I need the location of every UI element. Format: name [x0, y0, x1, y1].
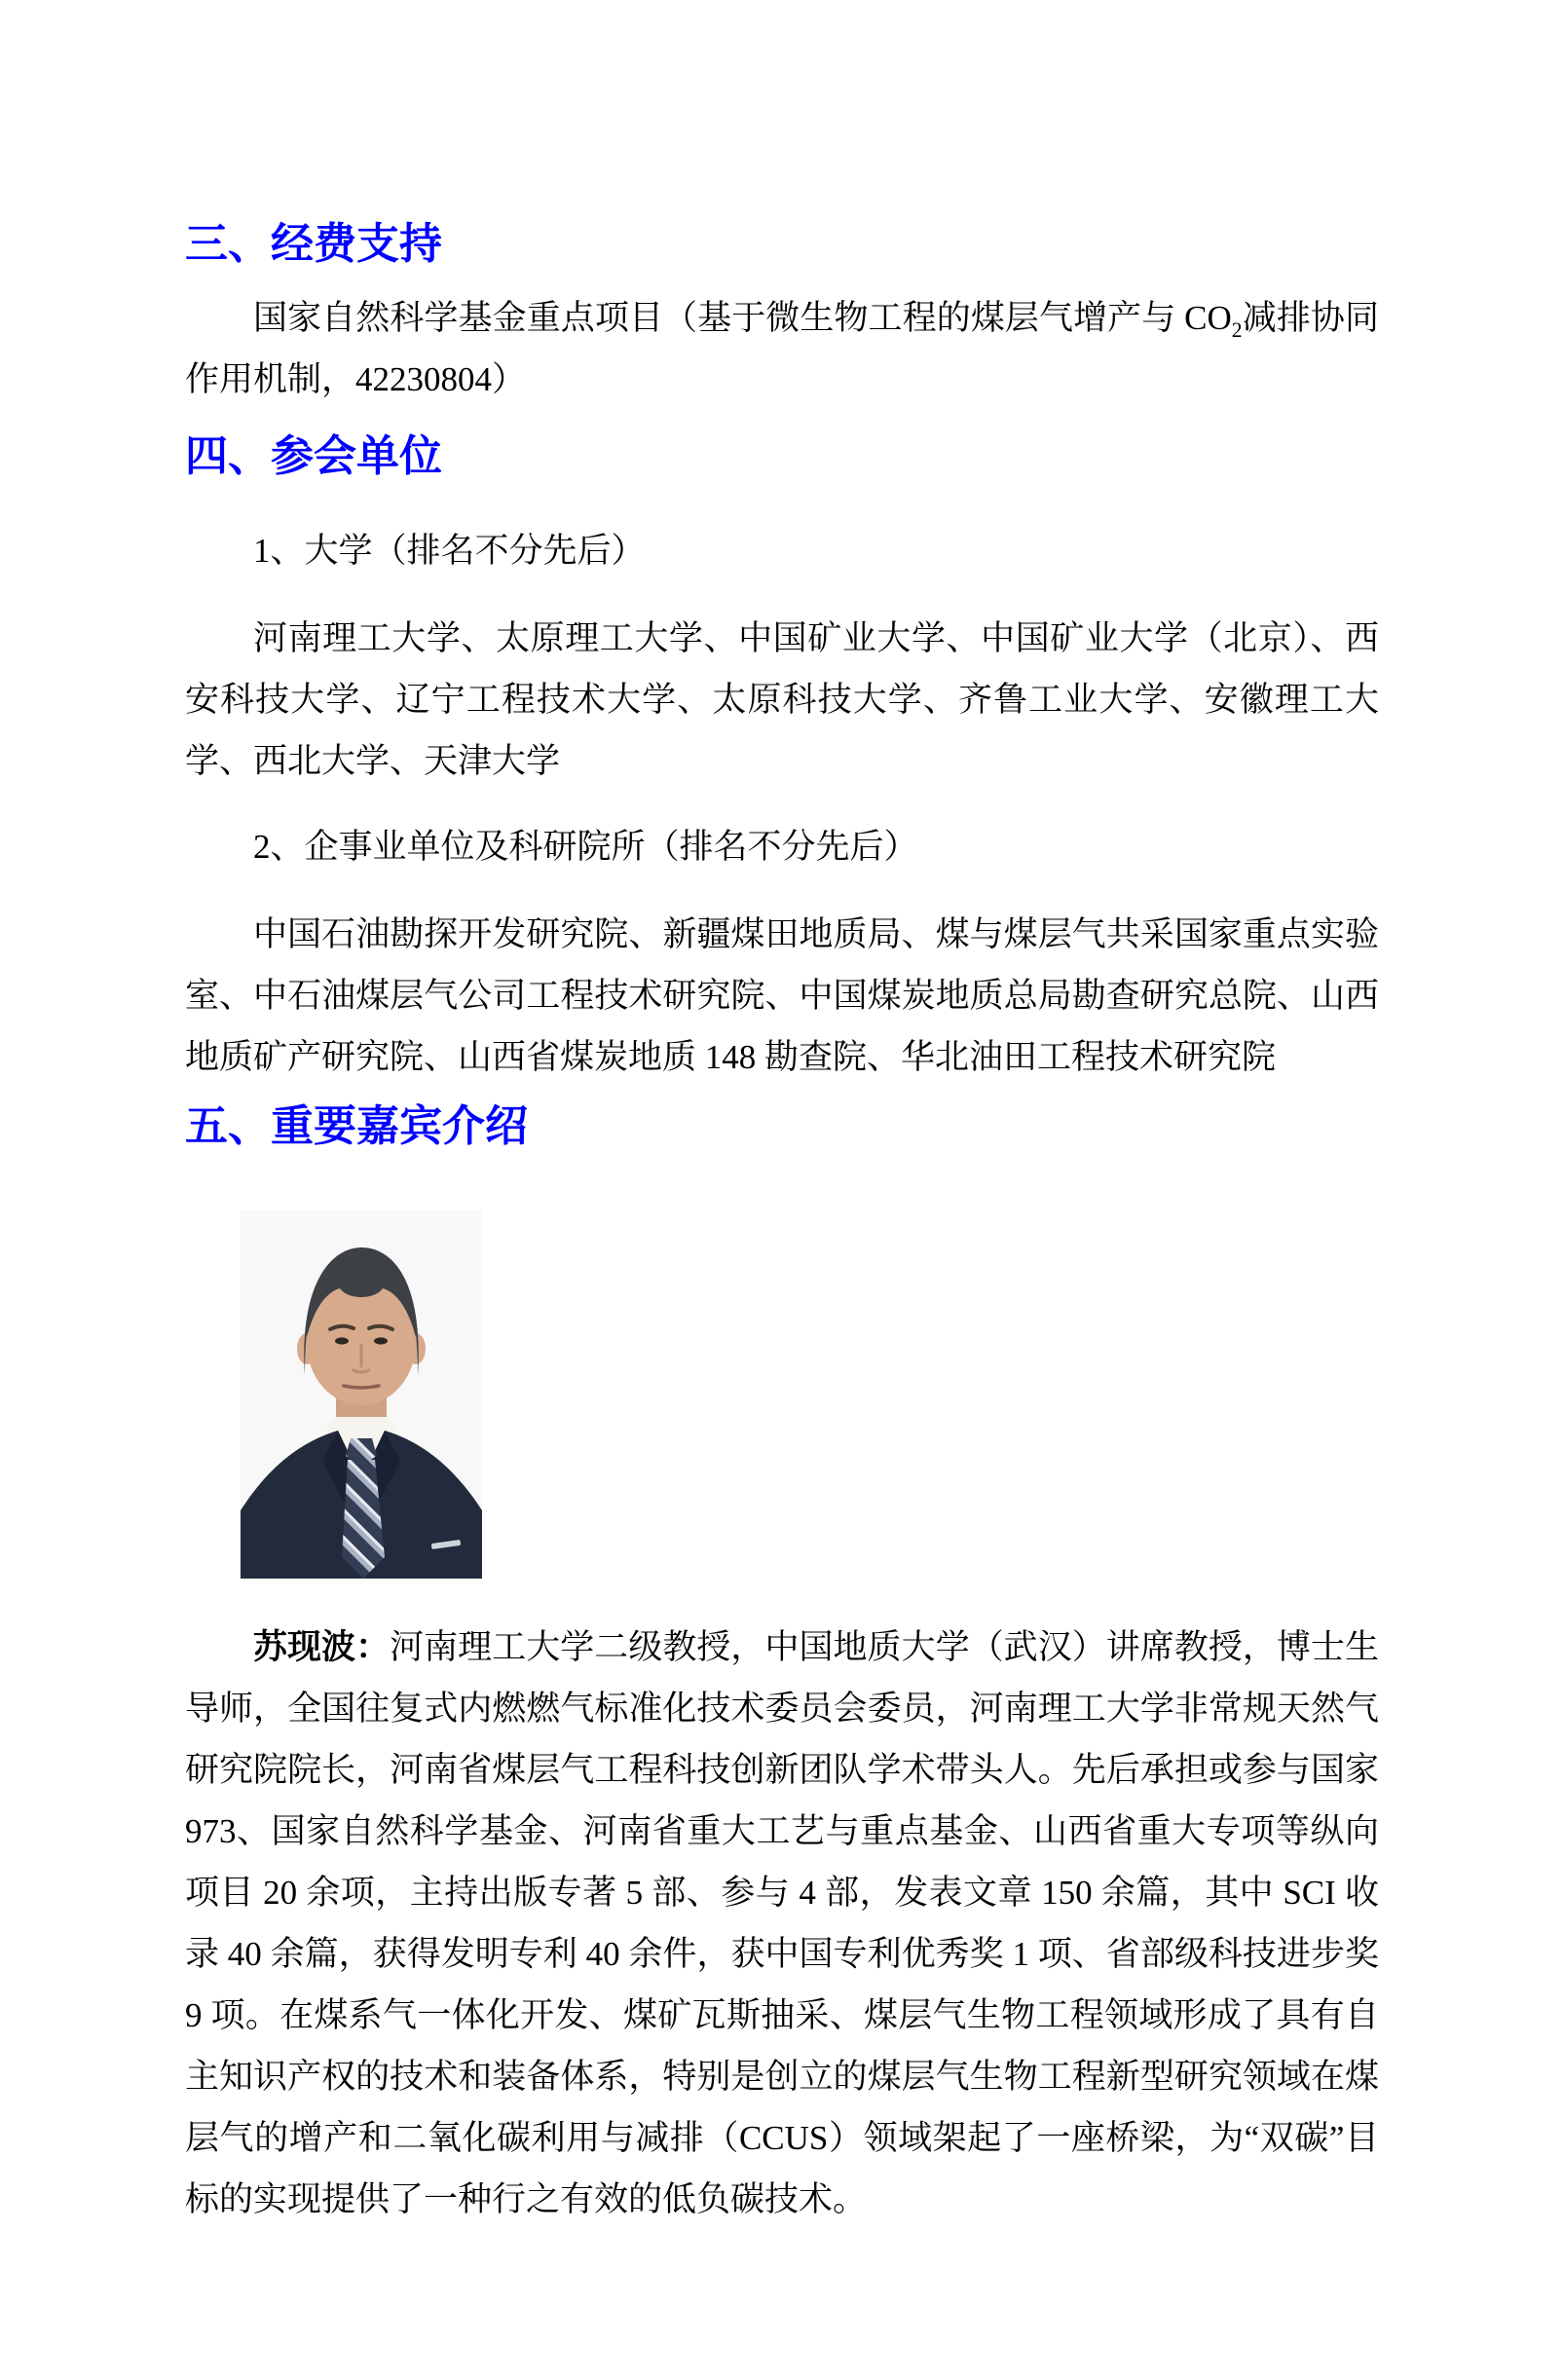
photo-eye-right	[374, 1337, 388, 1344]
institutions-label: 2、企事业单位及科研院所（排名不分先后）	[253, 828, 918, 866]
section-heading-participants: 四、参会单位	[185, 432, 442, 480]
guest-portrait-photo	[241, 1210, 482, 1579]
funding-text-after-subscript: 减排协同作用机制，42230804）	[185, 299, 1379, 398]
funding-text-before-subscript: 国家自然科学基金重点项目（基于微生物工程的煤层气增产与 CO	[253, 299, 1232, 337]
photo-eye-left	[335, 1337, 349, 1344]
section-heading-guests: 五、重要嘉宾介绍	[185, 1102, 528, 1150]
guest-bio-paragraph	[185, 1617, 1379, 2230]
universities-label: 1、大学（排名不分先后）	[253, 532, 646, 570]
institutions-list-paragraph: 中国石油勘探开发研究院、新疆煤田地质局、煤与煤层气共采国家重点实验室、中石油煤层气公司工程技术研究院、中国煤炭地质总局勘查研究总院、山西地质矿产研究院、山西省煤炭地质 148 勘查院、华北油田工程技术研究院	[185, 915, 1379, 1076]
co2-subscript: 2	[1231, 318, 1243, 342]
funding-paragraph	[185, 287, 1379, 410]
guest-name: 苏现波：	[253, 1628, 391, 1666]
photo-mouth	[344, 1386, 379, 1388]
section-heading-funding: 三、经费支持	[185, 220, 442, 268]
guest-bio-text: 河南理工大学二级教授，中国地质大学（武汉）讲席教授，博士生导师，全国往复式内燃燃气标准化技术委员会委员，河南理工大学非常规天然气研究院院长，河南省煤层气工程科技创新团队学术带头人。先后承担或参与国家 973、国家自然科学基金、河南省重大工艺与重点基金、山西省重大专项等纵向项目 20 余项，主持出版专著 5 部、参与 4 部，发表文章 150 余篇，其中 SCI 收录 40 余篇，获得发明专利 40 余件，获中国专利优秀奖 1 项、省部级科技进步奖 9 项。在煤系气一体化开发、煤矿瓦斯抽采、煤层气生物工程领域形成了具有自主知识产权的技术和装备体系，特别是创立的煤层气生物工程新型研究领域在煤层气的增产和二氧化碳利用与减排（CCUS）领域架起了一座桥梁，为“双碳”目标的实现提供了一种行之有效的低负碳技术。	[185, 1628, 1379, 2218]
universities-list-paragraph: 河南理工大学、太原理工大学、中国矿业大学、中国矿业大学（北京）、西安科技大学、辽宁工程技术大学、太原科技大学、齐鲁工业大学、安徽理工大学、西北大学、天津大学	[185, 619, 1379, 780]
guest-portrait-svg	[241, 1210, 482, 1579]
